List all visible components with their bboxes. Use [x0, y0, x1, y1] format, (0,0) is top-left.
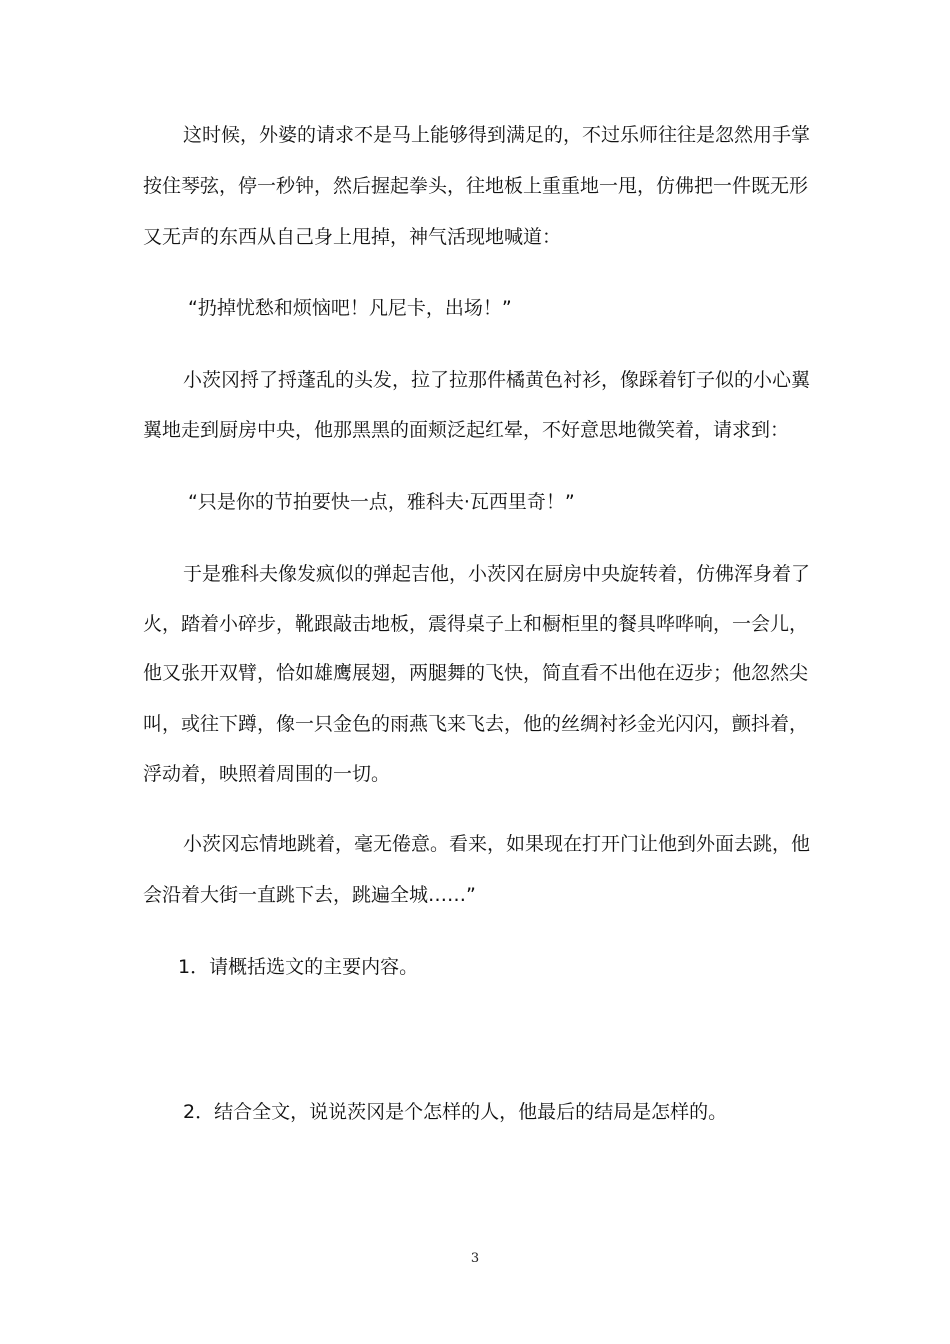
question-1: 1．请概括选文的主要内容。	[178, 956, 419, 978]
paragraph-1-line-2: 按住琴弦，停一秒钟，然后握起拳头，往地板上重重地一甩，仿佛把一件既无形	[143, 175, 809, 197]
paragraph-1-line-3: 又无声的东西从自己身上甩掉，神气活现地喊道：	[143, 226, 562, 248]
paragraph-1-line-1: 这时候，外婆的请求不是马上能够得到满足的，不过乐师往往是忽然用手掌	[183, 124, 811, 146]
paragraph-5-line-5: 浮动着，映照着周围的一切。	[143, 763, 391, 785]
paragraph-6-line-1: 小茨冈忘情地跳着，毫无倦意。看来，如果现在打开门让他到外面去跳，他	[183, 833, 811, 855]
paragraph-5-line-4: 叫，或往下蹲，像一只金色的雨燕飞来飞去，他的丝绸衬衫金光闪闪，颤抖着，	[143, 713, 809, 735]
page-number: 3	[470, 1251, 480, 1266]
paragraph-5-line-3: 他又张开双臂，恰如雄鹰展翅，两腿舞的飞快，简直看不出他在迈步；他忽然尖	[143, 662, 809, 684]
paragraph-5-line-1: 于是雅科夫像发疯似的弹起吉他，小茨冈在厨房中央旋转着，仿佛浑身着了	[183, 563, 811, 585]
paragraph-4-quote: “只是你的节拍要快一点，雅科夫·瓦西里奇！”	[188, 491, 575, 513]
paragraph-6-line-2: 会沿着大街一直跳下去，跳遍全城……”	[143, 884, 476, 906]
question-2: 2．结合全文，说说茨冈是个怎样的人，他最后的结局是怎样的。	[183, 1101, 728, 1123]
paragraph-3-line-2: 翼地走到厨房中央，他那黑黑的面颊泛起红晕，不好意思地微笑着，请求到：	[143, 419, 790, 441]
paragraph-2-quote: “扔掉忧愁和烦恼吧！凡尼卡，出场！”	[188, 297, 512, 319]
paragraph-3-line-1: 小茨冈捋了捋蓬乱的头发，拉了拉那件橘黄色衬衫，像踩着钉子似的小心翼	[183, 369, 811, 391]
paragraph-5-line-2: 火，踏着小碎步，靴跟敲击地板，震得桌子上和橱柜里的餐具哗哗响，一会儿，	[143, 613, 809, 635]
